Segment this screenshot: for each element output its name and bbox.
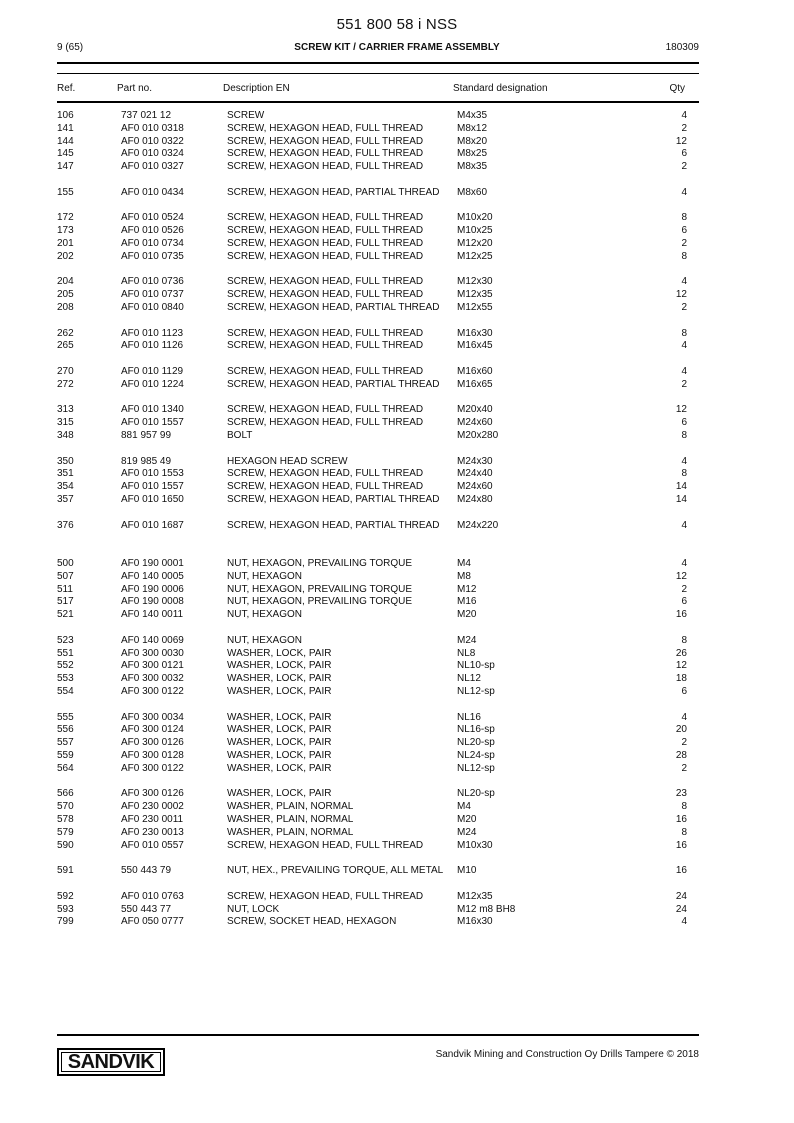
row-description: SCREW, HEXAGON HEAD, FULL THREAD (227, 161, 424, 173)
row-qty: 8 (681, 468, 687, 480)
row-part-no: 737 021 12 (121, 110, 172, 121)
table-row (0, 187, 794, 213)
row-ref: 593 (57, 903, 74, 915)
header-divider-thin (57, 73, 699, 74)
row-ref: 579 (57, 826, 74, 838)
row-ref: 270 (57, 366, 74, 377)
row-description: SCREW, HEXAGON HEAD, FULL THREAD (227, 839, 424, 851)
row-part-no: AF0 190 0001 (121, 558, 184, 569)
row-standard-designation: M16 (457, 596, 477, 608)
row-standard-designation: M20x40 (457, 404, 493, 416)
row-part-no: AF0 010 0327 (121, 161, 184, 173)
row-qty: 2 (681, 302, 687, 313)
row-qty: 4 (681, 519, 687, 531)
row-ref: 147 (57, 161, 74, 173)
row-ref: 272 (57, 378, 74, 390)
row-ref: 204 (57, 276, 74, 288)
row-description: SCREW, HEXAGON HEAD, FULL THREAD (227, 212, 424, 224)
row-standard-designation: NL8 (457, 647, 476, 659)
row-qty: 12 (675, 404, 687, 416)
row-description: WASHER, LOCK, PAIR (227, 788, 332, 800)
header-divider-top (57, 62, 699, 64)
row-part-no: 819 985 49 (121, 455, 172, 467)
row-qty: 12 (675, 570, 687, 582)
row-ref: 592 (57, 890, 74, 902)
row-qty: 14 (675, 481, 687, 493)
footer-copyright: Sandvik Mining and Construction Oy Drills Tampere © 2018 (435, 1049, 699, 1060)
row-qty: 8 (681, 250, 687, 262)
row-description: NUT, HEXAGON (227, 634, 303, 646)
row-standard-designation: M12x30 (457, 276, 493, 288)
row-ref: 578 (57, 814, 74, 825)
row-part-no: AF0 300 0122 (121, 762, 184, 774)
row-qty: 14 (675, 494, 687, 505)
row-standard-designation: M8x35 (457, 161, 488, 173)
row-description: WASHER, LOCK, PAIR (227, 737, 332, 749)
row-ref: 799 (57, 916, 74, 928)
table-row (0, 340, 794, 366)
row-ref: 521 (57, 609, 74, 621)
row-part-no: AF0 300 0124 (121, 724, 184, 736)
row-qty: 12 (675, 289, 687, 301)
row-standard-designation: M20 (457, 814, 477, 825)
row-part-no: AF0 010 1557 (121, 417, 184, 429)
row-part-no: AF0 010 0736 (121, 276, 184, 288)
row-description: BOLT (227, 430, 253, 441)
row-description: SCREW, HEXAGON HEAD, PARTIAL THREAD (227, 494, 440, 505)
row-standard-designation: M16x45 (457, 340, 493, 352)
row-description: NUT, HEXAGON, PREVAILING TORQUE (227, 596, 413, 608)
row-standard-designation: NL16 (457, 711, 481, 723)
row-standard-designation: M24x30 (457, 455, 493, 467)
table-row (0, 430, 794, 456)
row-standard-designation: NL10-sp (457, 660, 495, 672)
row-ref: 173 (57, 225, 74, 237)
row-ref: 141 (57, 122, 74, 134)
row-description: SCREW, HEXAGON HEAD, FULL THREAD (227, 225, 424, 237)
row-ref: 376 (57, 519, 74, 531)
row-description: SCREW, HEXAGON HEAD, FULL THREAD (227, 289, 424, 301)
row-standard-designation: M4 (457, 558, 471, 569)
row-qty: 8 (681, 430, 687, 441)
row-part-no: AF0 300 0128 (121, 750, 184, 761)
row-ref: 265 (57, 340, 74, 352)
row-ref: 523 (57, 634, 74, 646)
row-ref: 559 (57, 750, 74, 761)
column-header-part-no: Part no. (117, 83, 153, 94)
row-description: SCREW, HEXAGON HEAD, FULL THREAD (227, 404, 424, 416)
row-part-no: AF0 300 0030 (121, 647, 184, 659)
row-standard-designation: M16x60 (457, 366, 493, 377)
row-description: NUT, HEX., PREVAILING TORQUE, ALL METAL (227, 865, 444, 877)
row-ref: 554 (57, 686, 74, 697)
row-standard-designation: M12 (457, 583, 477, 595)
column-header-description: Description EN (223, 83, 290, 94)
row-qty: 20 (675, 724, 687, 736)
row-description: SCREW, HEXAGON HEAD, FULL THREAD (227, 890, 424, 902)
row-qty: 28 (675, 750, 687, 761)
row-description: WASHER, LOCK, PAIR (227, 762, 332, 774)
row-ref: 354 (57, 481, 74, 493)
row-standard-designation: M10x30 (457, 839, 493, 851)
table-row (0, 686, 794, 712)
row-qty: 8 (681, 801, 687, 813)
row-standard-designation: M8x60 (457, 186, 488, 198)
row-qty: 16 (675, 609, 687, 621)
row-standard-designation: M12x35 (457, 890, 493, 902)
row-ref: 590 (57, 839, 74, 851)
row-description: NUT, HEXAGON (227, 570, 303, 582)
row-standard-designation: M24 (457, 634, 477, 646)
row-qty: 4 (681, 186, 687, 198)
row-part-no: 550 443 77 (121, 903, 172, 915)
row-standard-designation: M24x40 (457, 468, 493, 480)
row-part-no: AF0 190 0008 (121, 596, 184, 608)
row-part-no: AF0 010 0840 (121, 302, 184, 313)
page-number: 9 (65) (57, 42, 84, 53)
logo-text: SANDVIK (67, 1050, 155, 1073)
row-standard-designation: M12 m8 BH8 (457, 903, 516, 915)
row-description: SCREW, SOCKET HEAD, HEXAGON (227, 916, 397, 928)
row-description: NUT, LOCK (227, 903, 280, 915)
row-qty: 8 (681, 634, 687, 646)
row-part-no: AF0 140 0069 (121, 634, 184, 646)
row-part-no: AF0 140 0011 (121, 609, 184, 621)
row-qty: 24 (675, 903, 687, 915)
document-date: 180309 (665, 42, 699, 53)
row-part-no: 881 957 99 (121, 430, 172, 441)
row-standard-designation: M4 (457, 801, 471, 813)
row-description: SCREW, HEXAGON HEAD, FULL THREAD (227, 122, 424, 134)
row-ref: 500 (57, 558, 74, 569)
row-qty: 4 (681, 276, 687, 288)
row-qty: 4 (681, 340, 687, 352)
row-description: WASHER, LOCK, PAIR (227, 711, 332, 723)
row-description: SCREW, HEXAGON HEAD, PARTIAL THREAD (227, 519, 440, 531)
row-standard-designation: M24x80 (457, 494, 493, 505)
row-description: NUT, HEXAGON, PREVAILING TORQUE (227, 558, 413, 569)
table-row (0, 379, 794, 405)
row-part-no: AF0 010 1126 (121, 340, 184, 352)
row-qty: 8 (681, 826, 687, 838)
row-ref: 201 (57, 238, 74, 249)
row-part-no: AF0 010 1687 (121, 519, 184, 531)
row-description: WASHER, LOCK, PAIR (227, 724, 332, 736)
row-description: SCREW, HEXAGON HEAD, FULL THREAD (227, 340, 424, 352)
row-ref: 511 (57, 583, 73, 595)
row-ref: 556 (57, 724, 74, 736)
row-standard-designation: M24x60 (457, 417, 493, 429)
row-description: HEXAGON HEAD SCREW (227, 455, 348, 467)
row-standard-designation: NL12-sp (457, 762, 495, 774)
row-ref: 350 (57, 455, 74, 467)
row-part-no: AF0 230 0013 (121, 826, 184, 838)
row-part-no: AF0 010 0322 (121, 135, 184, 147)
row-qty: 12 (675, 660, 687, 672)
row-qty: 6 (681, 596, 687, 608)
row-part-no: AF0 010 0524 (121, 212, 184, 224)
row-qty: 16 (675, 814, 687, 825)
document-title: SCREW KIT / CARRIER FRAME ASSEMBLY (294, 42, 500, 53)
row-standard-designation: M10x25 (457, 225, 493, 237)
table-row (0, 916, 794, 942)
row-ref: 351 (57, 468, 74, 480)
row-qty: 4 (681, 110, 687, 121)
row-part-no: AF0 010 1123 (121, 327, 184, 339)
table-row (0, 865, 794, 891)
row-description: SCREW, HEXAGON HEAD, FULL THREAD (227, 481, 424, 493)
row-ref: 205 (57, 289, 74, 301)
row-part-no: AF0 010 0734 (121, 238, 184, 249)
footer-divider (57, 1034, 699, 1036)
row-ref: 517 (57, 596, 74, 608)
row-ref: 144 (57, 135, 74, 147)
row-ref: 552 (57, 660, 74, 672)
table-row (0, 609, 794, 635)
row-ref: 208 (57, 302, 74, 313)
row-description: NUT, HEXAGON (227, 609, 303, 621)
row-part-no: AF0 010 1553 (121, 468, 184, 480)
row-standard-designation: M24 (457, 826, 477, 838)
row-qty: 6 (681, 417, 687, 429)
row-description: SCREW, HEXAGON HEAD, FULL THREAD (227, 327, 424, 339)
row-part-no: AF0 010 1650 (121, 494, 184, 505)
row-standard-designation: M16x30 (457, 327, 493, 339)
row-ref: 591 (57, 865, 74, 877)
row-standard-designation: NL12 (457, 673, 481, 685)
row-part-no: AF0 230 0002 (121, 801, 184, 813)
row-qty: 4 (681, 558, 687, 569)
row-qty: 8 (681, 212, 687, 224)
row-qty: 2 (681, 378, 687, 390)
row-part-no: AF0 050 0777 (121, 916, 184, 928)
row-part-no: AF0 010 0526 (121, 225, 184, 237)
row-ref: 172 (57, 212, 74, 224)
row-ref: 555 (57, 711, 74, 723)
row-part-no: AF0 010 0324 (121, 148, 184, 160)
row-ref: 262 (57, 327, 74, 339)
row-ref: 570 (57, 801, 74, 813)
row-qty: 12 (675, 135, 687, 147)
row-qty: 2 (681, 762, 687, 774)
row-standard-designation: M12x25 (457, 250, 493, 262)
row-description: WASHER, LOCK, PAIR (227, 750, 332, 761)
row-description: SCREW, HEXAGON HEAD, FULL THREAD (227, 417, 424, 429)
row-ref: 106 (57, 110, 74, 121)
row-standard-designation: M10 (457, 865, 477, 877)
row-description: SCREW, HEXAGON HEAD, FULL THREAD (227, 366, 424, 377)
row-part-no: AF0 300 0034 (121, 711, 184, 723)
row-part-no: AF0 190 0006 (121, 583, 184, 595)
row-qty: 26 (675, 647, 687, 659)
row-part-no: AF0 300 0122 (121, 686, 184, 697)
row-standard-designation: M24x220 (457, 519, 499, 531)
row-standard-designation: M8x12 (457, 122, 488, 134)
row-description: SCREW, HEXAGON HEAD, FULL THREAD (227, 276, 424, 288)
row-part-no: AF0 300 0032 (121, 673, 184, 685)
row-standard-designation: M4x35 (457, 110, 488, 121)
row-part-no: AF0 010 0737 (121, 289, 184, 301)
row-part-no: 550 443 79 (121, 865, 172, 877)
row-ref: 315 (57, 417, 74, 429)
row-ref: 557 (57, 737, 74, 749)
row-ref: 564 (57, 762, 74, 774)
row-part-no: AF0 010 0434 (121, 186, 184, 198)
row-description: SCREW, HEXAGON HEAD, FULL THREAD (227, 468, 424, 480)
row-description: WASHER, PLAIN, NORMAL (227, 814, 354, 825)
row-ref: 155 (57, 186, 74, 198)
column-header-qty: Qty (669, 83, 685, 94)
row-qty: 2 (681, 161, 687, 173)
row-standard-designation: M16x65 (457, 378, 493, 390)
row-description: SCREW, HEXAGON HEAD, PARTIAL THREAD (227, 186, 440, 198)
row-part-no: AF0 230 0011 (121, 814, 184, 825)
row-qty: 16 (675, 865, 687, 877)
column-header-standard-designation: Standard designation (453, 83, 548, 94)
row-description: SCREW, HEXAGON HEAD, FULL THREAD (227, 148, 424, 160)
row-standard-designation: NL20-sp (457, 737, 495, 749)
table-row (0, 302, 794, 328)
row-description: NUT, HEXAGON, PREVAILING TORQUE (227, 583, 413, 595)
table-row (0, 494, 794, 520)
row-qty: 6 (681, 148, 687, 160)
row-standard-designation: NL24-sp (457, 750, 495, 761)
row-description: WASHER, PLAIN, NORMAL (227, 826, 354, 838)
row-ref: 551 (57, 647, 74, 659)
row-ref: 145 (57, 148, 74, 160)
row-standard-designation: NL16-sp (457, 724, 495, 736)
row-description: WASHER, LOCK, PAIR (227, 686, 332, 697)
row-standard-designation: M12x35 (457, 289, 493, 301)
row-part-no: AF0 010 1224 (121, 378, 184, 390)
row-qty: 2 (681, 737, 687, 749)
row-standard-designation: M12x20 (457, 238, 493, 249)
row-standard-designation: M8 (457, 570, 471, 582)
row-ref: 566 (57, 788, 74, 800)
row-qty: 4 (681, 455, 687, 467)
row-description: SCREW, HEXAGON HEAD, FULL THREAD (227, 250, 424, 262)
row-ref: 553 (57, 673, 74, 685)
row-ref: 507 (57, 570, 74, 582)
row-standard-designation: M12x55 (457, 302, 493, 313)
row-ref: 357 (57, 494, 74, 505)
row-standard-designation: M20 (457, 609, 477, 621)
row-description: SCREW, HEXAGON HEAD, FULL THREAD (227, 135, 424, 147)
row-part-no: AF0 140 0005 (121, 570, 184, 582)
row-qty: 4 (681, 916, 687, 928)
row-standard-designation: M10x20 (457, 212, 493, 224)
row-description: SCREW, HEXAGON HEAD, PARTIAL THREAD (227, 302, 440, 313)
row-qty: 4 (681, 366, 687, 377)
row-description: SCREW (227, 110, 265, 121)
row-part-no: AF0 010 0557 (121, 839, 184, 851)
column-header-ref: Ref. (57, 83, 76, 94)
row-description: SCREW, HEXAGON HEAD, FULL THREAD (227, 238, 424, 249)
row-standard-designation: M8x25 (457, 148, 488, 160)
row-qty: 2 (681, 122, 687, 134)
row-qty: 2 (681, 238, 687, 249)
table-row (0, 840, 794, 866)
row-part-no: AF0 010 0735 (121, 250, 184, 262)
row-qty: 6 (681, 686, 687, 697)
row-description: WASHER, LOCK, PAIR (227, 673, 332, 685)
row-standard-designation: M24x60 (457, 481, 493, 493)
row-part-no: AF0 010 1129 (121, 366, 184, 377)
table-row (0, 161, 794, 187)
row-qty: 8 (681, 327, 687, 339)
sandvik-logo (57, 1048, 165, 1076)
row-qty: 23 (675, 788, 687, 800)
row-qty: 6 (681, 225, 687, 237)
row-qty: 2 (681, 583, 687, 595)
row-qty: 18 (675, 673, 687, 685)
row-description: WASHER, LOCK, PAIR (227, 660, 332, 672)
table-header-divider (57, 101, 699, 103)
row-ref: 348 (57, 430, 74, 441)
row-part-no: AF0 010 1340 (121, 404, 184, 416)
table-row (0, 763, 794, 789)
table-row (0, 251, 794, 277)
row-description: WASHER, LOCK, PAIR (227, 647, 332, 659)
row-part-no: AF0 010 1557 (121, 481, 184, 493)
table-row (0, 520, 794, 546)
row-standard-designation: M20x280 (457, 430, 499, 441)
row-ref: 202 (57, 250, 74, 262)
row-part-no: AF0 010 0318 (121, 122, 184, 134)
document-number: 551 800 58 i NSS (336, 16, 458, 33)
row-standard-designation: M16x30 (457, 916, 493, 928)
row-description: WASHER, PLAIN, NORMAL (227, 801, 354, 813)
row-part-no: AF0 010 0763 (121, 890, 184, 902)
row-qty: 16 (675, 839, 687, 851)
row-standard-designation: NL12-sp (457, 686, 495, 697)
row-part-no: AF0 300 0121 (121, 660, 184, 672)
row-standard-designation: NL20-sp (457, 788, 495, 800)
row-qty: 4 (681, 711, 687, 723)
row-description: SCREW, HEXAGON HEAD, PARTIAL THREAD (227, 378, 440, 390)
row-qty: 24 (675, 890, 687, 902)
row-part-no: AF0 300 0126 (121, 737, 184, 749)
row-ref: 313 (57, 404, 74, 416)
row-standard-designation: M8x20 (457, 135, 488, 147)
row-part-no: AF0 300 0126 (121, 788, 184, 800)
